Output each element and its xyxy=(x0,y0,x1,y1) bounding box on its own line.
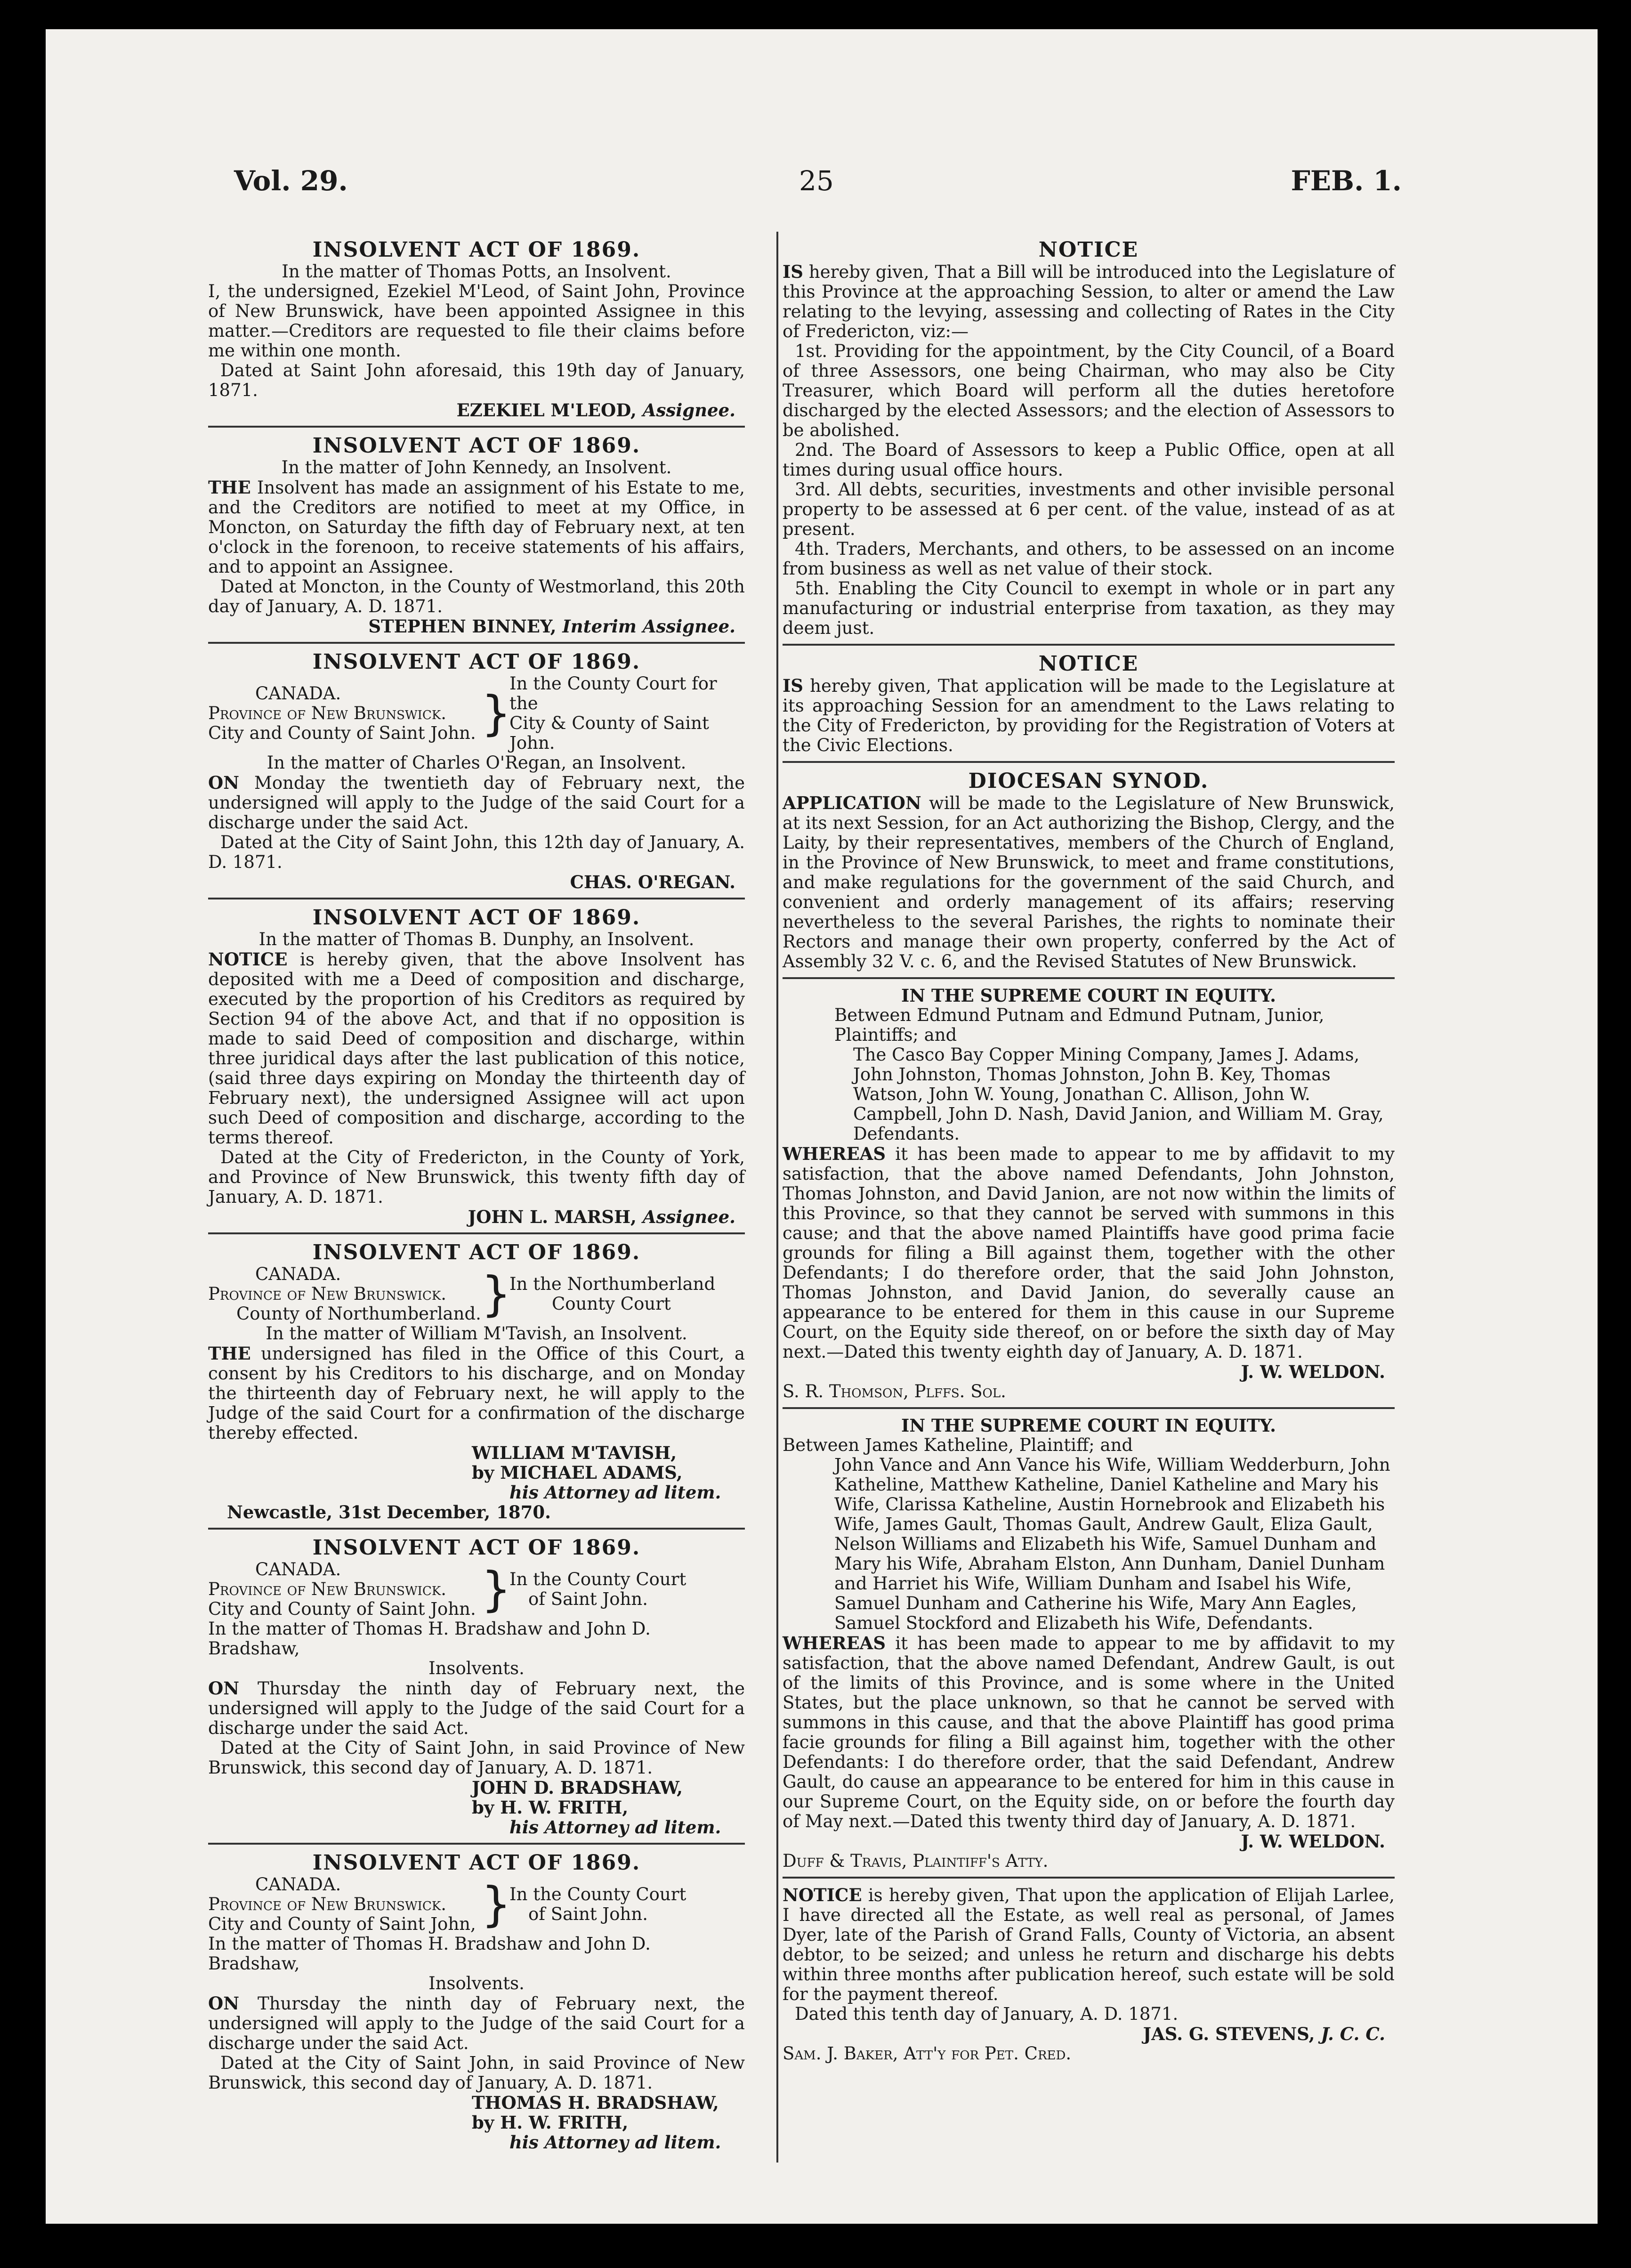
court-name: In the County Court for the xyxy=(509,673,717,713)
column-divider xyxy=(776,232,778,2163)
signature-by: by MICHAEL ADAMS, xyxy=(472,1462,683,1483)
place-date: Newcastle, 31st December, 1870. xyxy=(227,1502,551,1523)
signature-name: WILLIAM M'TAVISH, xyxy=(472,1442,677,1463)
court-name-cont: of Saint John. xyxy=(528,1589,648,1609)
matter-line: In the matter of John Kennedy, an Insolvent. xyxy=(281,457,672,478)
body-text: Thursday the ninth day of February next, the undersigned will apply to the Judge of the said Court for a discharge under the said Act. xyxy=(208,1993,745,2053)
notice-diocesan-synod xyxy=(783,768,1395,979)
page-number: 25 xyxy=(799,165,834,197)
lead-word: ON xyxy=(208,1993,240,2014)
issue-date: FEB. 1. xyxy=(1291,165,1402,197)
matter-line-cont: Insolvents. xyxy=(428,1973,525,1993)
signature-role: Assignee. xyxy=(642,1207,735,1227)
court-caption xyxy=(208,674,745,753)
notice-title: INSOLVENT ACT OF 1869. xyxy=(312,650,641,674)
signature-role: Assignee. xyxy=(642,400,735,421)
notice-body xyxy=(208,1344,745,1443)
defendants-list: John Vance and Ann Vance his Wife, William Wedderburn, John Katheline, Matthew Katheline, Daniel Katheline and Mary his Wife, Clarissa Katheline, Austin Hornebrook and Elizabeth his Wife, James Gault, Thomas Gault, Andrew Gault, Eliza Gault, Nelson Williams and Elizabeth his Wife, Samuel Dunham and Mary his Wife, Abraham Elston, Ann Dunham, Daniel Dunham and Harriet his Wife, William Dunham and Isabel his Wife, Samuel Dunham and Catherine his Wife, Mary Ann Eagles, Samuel Stockford and Elizabeth his Wife, Defendants. xyxy=(834,1455,1390,1633)
dated-line: Dated at the City of Saint John, this 12th day of January, A. D. 1871. xyxy=(208,832,745,872)
body-text: it has been made to appear to me by affidavit to my satisfaction, that the above named Defendant, Andrew Gault, is out of the limits of this Province, and is some where in the United States, but the place unknown, so that he cannot be served with summons in this cause, and that the above Plaintiff has good prima facie grounds for filing a Bill against him, together with the other Defendants: I do therefore order, that the said Defendant, Andrew Gault, do cause an appearance to be entered for him in this cause in our Supreme Court, on the Equity side, on or before the fourth day of May next.—Dated this twenty third day of January, A. D. 1871. xyxy=(783,1633,1395,1831)
canada-label: CANADA. xyxy=(255,1264,341,1284)
notice-body xyxy=(783,793,1395,972)
notice-bradshaw-2 xyxy=(208,1849,745,2158)
court-name-cont: City & County of Saint John. xyxy=(509,713,709,753)
body-text: Insolvent has made an assignment of his Estate to me, and the Creditors are notified to meet at my Office, in Moncton, on Saturday the fifth day of February next, at ten o'clock in the forenoon, to receive statements of his affairs, and to appoint an Assignee. xyxy=(208,478,745,577)
dated-line: Dated at Moncton, in the County of Westmorland, this 20th day of January, A. D. 1871. xyxy=(208,576,745,616)
notice-title: DIOCESAN SYNOD. xyxy=(968,769,1209,793)
signature-name: JOHN D. BRADSHAW, xyxy=(472,1777,683,1798)
lead-word: WHEREAS xyxy=(783,1633,886,1653)
list-item: 3rd. All debts, securities, investments and other invisible personal property to be assessed at 6 per cent. of the value, instead of as at present. xyxy=(783,479,1395,539)
dated-line: Dated at the City of Saint John, in said Province of New Brunswick, this second day of January, A. D. 1871. xyxy=(208,1738,745,1778)
list-item: 5th. Enabling the City Council to exempt in whole or in part any manufacturing or industrial enterprise from taxation, as they may deem just. xyxy=(783,578,1395,638)
notice-body xyxy=(208,773,745,833)
signature xyxy=(783,2024,1395,2044)
notice-oregan xyxy=(208,648,745,899)
court-caption xyxy=(208,1875,745,1934)
notice-title: INSOLVENT ACT OF 1869. xyxy=(312,1536,641,1560)
signature: J. W. WELDON. xyxy=(1241,1361,1385,1382)
between-line: Between Edmund Putnam and Edmund Putnam, Junior, Plaintiffs; and xyxy=(834,1005,1324,1045)
matter-line: In the matter of William M'Tavish, an Insolvent. xyxy=(266,1323,687,1344)
brace-symbol: } xyxy=(481,1562,511,1617)
list-item: 4th. Traders, Merchants, and others, to be assessed on an income from business as well as net value of their stock. xyxy=(783,539,1395,579)
signature-role: his Attorney ad litem. xyxy=(509,1482,721,1503)
brace-symbol: } xyxy=(481,1266,511,1321)
notice-dyer-estate xyxy=(783,1883,1395,2069)
notice-fredericton-rates xyxy=(783,236,1395,646)
signature-block xyxy=(472,1778,745,1837)
court-name: In the County Court xyxy=(509,1884,686,1904)
signature xyxy=(208,400,745,420)
notice-kennedy xyxy=(208,432,745,644)
page-header xyxy=(234,165,1402,221)
matter-line: In the matter of Charles O'Regan, an Insolvent. xyxy=(266,753,686,773)
lead-word: IS xyxy=(783,675,804,696)
notice-body xyxy=(208,949,745,1148)
body-text: is hereby given, That upon the application of Elijah Larlee, I have directed all the Estate, as well real as personal, of James Dyer, late of the Parish of Grand Falls, County of Victoria, an absent debtor, to be seized; and unless he return and discharge his debts within three months after publication hereof, such estate will be sold for the payment thereof. xyxy=(783,1885,1395,2004)
notice-body xyxy=(783,262,1395,341)
province-label: Province of New Brunswick. xyxy=(208,1284,447,1304)
signature-role: Interim Assignee. xyxy=(562,616,735,637)
attorney-line: Sam. J. Baker, Att'y for Pet. Cred. xyxy=(783,2043,1072,2064)
body-text: undersigned has filed in the Office of this Court, a consent by his Creditors to his discharge, and on Monday the thirteenth day of February next, he will apply to the Judge of the said Court for a confirmation of the discharge thereby effected. xyxy=(208,1344,745,1443)
body-text: Monday the twentieth day of February next, the undersigned will apply to the Judge of the said Court for a discharge under the said Act. xyxy=(208,773,745,833)
signature-block xyxy=(472,2093,745,2152)
notice-fredericton-voters xyxy=(783,650,1395,763)
dated-line: Dated this tenth day of January, A. D. 1871. xyxy=(795,2004,1179,2024)
notice-title: NOTICE xyxy=(1038,238,1139,262)
lead-word: NOTICE xyxy=(208,949,288,970)
between-line: Between James Katheline, Plaintiff; and xyxy=(783,1435,1133,1455)
court-name: In the Northumberland xyxy=(509,1274,716,1294)
attorney-line: Duff & Travis, Plaintiff's Atty. xyxy=(783,1851,1049,1871)
signature: J. W. WELDON. xyxy=(1241,1831,1385,1852)
canada-label: CANADA. xyxy=(255,683,341,704)
left-column xyxy=(208,236,745,2163)
lead-word: IS xyxy=(783,261,804,282)
notice-title: INSOLVENT ACT OF 1869. xyxy=(312,1851,641,1875)
signature-block xyxy=(472,1443,745,1502)
notice-equity-katheline xyxy=(783,1414,1395,1879)
court-name-cont: of Saint John. xyxy=(528,1904,648,1924)
notice-body xyxy=(208,478,745,577)
body-text: hereby given, That application will be made to the Legislature at its approaching Session for an amendment to the Laws relating to the City of Fredericton, by providing for the Registration of Voters at the Civic Elections. xyxy=(783,676,1395,755)
dated-line: Dated at the City of Saint John, in said Province of New Brunswick, this second day of January, A. D. 1871. xyxy=(208,2053,745,2093)
lead-word: THE xyxy=(208,1343,251,1364)
matter-line: In the matter of Thomas Potts, an Insolvent. xyxy=(282,261,671,282)
canada-label: CANADA. xyxy=(255,1559,341,1580)
notice-title: INSOLVENT ACT OF 1869. xyxy=(312,238,641,262)
newspaper-page xyxy=(46,29,1598,2224)
defendants-list: The Casco Bay Copper Mining Company, James J. Adams, John Johnston, Thomas Johnston, John B. Key, Thomas Watson, John W. Young, Jonathan C. Allison, John W. Campbell, John D. Nash, David Janion, and William M. Gray, Defendants. xyxy=(853,1045,1384,1144)
lead-word: NOTICE xyxy=(783,1885,862,1905)
notice-equity-putnam xyxy=(783,984,1395,1409)
court-name: In the County Court xyxy=(509,1569,686,1589)
body-text: Thursday the ninth day of February next, the undersigned will apply to the Judge of the said Court for a discharge under the said Act. xyxy=(208,1678,745,1738)
matter-line: In the matter of Thomas H. Bradshaw and John D. Bradshaw, xyxy=(208,1619,651,1659)
signature-name: JOHN L. MARSH, xyxy=(468,1207,637,1227)
list-item: 2nd. The Board of Assessors to keep a Public Office, open at all times during usual office hours. xyxy=(783,440,1395,480)
dated-line: Dated at the City of Fredericton, in the County of York, and Province of New Brunswick, this twenty fifth day of January, A. D. 1871. xyxy=(208,1147,745,1207)
province-label: Province of New Brunswick. xyxy=(208,1894,447,1914)
notice-body xyxy=(783,1144,1395,1362)
body-text: will be made to the Legislature of New Brunswick, at its next Session, for an Act authorizing the Bishop, Clergy, and the Laity, by their representatives, members of the Church of England, in the Province of New Brunswick, to meet and frame constitutions, and make regulations for the government of the said Church, and convenient and orderly management of its affairs; reserving nevertheless to the several Parishes, the rights to nominate their Rectors and manage their own property, conferred by the Act of Assembly 32 V. c. 6, and the Revised Statutes of New Brunswick. xyxy=(783,793,1395,972)
county-label: City and County of Saint John. xyxy=(208,723,476,743)
list-item: 1st. Providing for the appointment, by the City Council, of a Board of three Assessors, one being Chairman, who may also be City Treasurer, which Board will perform all the duties heretofore discharged by the elected Assessors; and the election of Assessors to be abolished. xyxy=(783,341,1395,440)
right-column xyxy=(783,236,1395,2074)
signature-name: JAS. G. STEVENS, xyxy=(1143,2024,1315,2044)
signature-name: STEPHEN BINNEY, xyxy=(368,616,557,637)
brace-symbol: } xyxy=(481,686,511,741)
notice-title: IN THE SUPREME COURT IN EQUITY. xyxy=(901,1415,1276,1436)
lead-word: ON xyxy=(208,772,240,793)
canada-label: CANADA. xyxy=(255,1874,341,1895)
signature-role: J. C. C. xyxy=(1321,2024,1385,2044)
signature: CHAS. O'REGAN. xyxy=(570,872,735,892)
province-label: Province of New Brunswick. xyxy=(208,1579,447,1599)
dated-line: Dated at Saint John aforesaid, this 19th day of January, 1871. xyxy=(208,360,745,400)
county-label: City and County of Saint John. xyxy=(208,1599,476,1619)
notice-body xyxy=(783,676,1395,755)
notice-title: IN THE SUPREME COURT IN EQUITY. xyxy=(901,985,1276,1006)
matter-line-cont: Insolvents. xyxy=(428,1658,525,1678)
body-text: it has been made to appear to me by affidavit to my satisfaction, that the above named Defendants, John Johnston, Thomas Johnston, and David Janion, are not now within the limits of this Province, so that they cannot be served with summons in this cause; and that the above named Plaintiffs have good prima facie grounds for filing a Bill against them, together with the other Defendants; I do therefore order, that the said John Johnston, Thomas Johnston, and David Janion, do severally cause an appearance to be entered for them in this cause in our Supreme Court, on the Equity side thereof, on or before the sixth day of May next.—Dated this twenty eighth day of January, A. D. 1871. xyxy=(783,1144,1395,1362)
signature-by: by H. W. FRITH, xyxy=(472,1797,629,1818)
matter-line: In the matter of Thomas B. Dunphy, an Insolvent. xyxy=(258,929,694,949)
notice-title: INSOLVENT ACT OF 1869. xyxy=(312,906,641,930)
matter-line: In the matter of Thomas H. Bradshaw and John D. Bradshaw, xyxy=(208,1934,651,1974)
lead-word: ON xyxy=(208,1678,240,1699)
notice-title: INSOLVENT ACT OF 1869. xyxy=(312,434,641,458)
county-label: City and County of Saint John, xyxy=(208,1914,476,1934)
signature xyxy=(208,1207,745,1227)
court-name-cont: County Court xyxy=(552,1294,671,1314)
volume-label: Vol. 29. xyxy=(234,165,348,197)
notice-body xyxy=(783,1885,1395,2004)
notice-body xyxy=(783,1633,1395,1831)
court-caption xyxy=(208,1560,745,1619)
signature-role: his Attorney ad litem. xyxy=(509,1817,721,1838)
solicitor-line: S. R. Thomson, Plffs. Sol. xyxy=(783,1381,1006,1401)
lead-word: APPLICATION xyxy=(783,793,921,813)
notice-body xyxy=(208,1993,745,2053)
notice-bradshaw-1 xyxy=(208,1534,745,1845)
notice-body xyxy=(208,1678,745,1738)
notice-title: INSOLVENT ACT OF 1869. xyxy=(312,1240,641,1264)
signature xyxy=(208,616,745,636)
lead-word: THE xyxy=(208,477,251,498)
notice-mtavish xyxy=(208,1239,745,1530)
brace-symbol: } xyxy=(481,1877,511,1932)
lead-word: WHEREAS xyxy=(783,1143,886,1164)
signature-role: his Attorney ad litem. xyxy=(509,2132,721,2153)
signature-name: EZEKIEL M'LEOD, xyxy=(456,400,637,421)
notice-dunphy xyxy=(208,904,745,1234)
province-label: Province of New Brunswick. xyxy=(208,703,447,723)
signature-by: by H. W. FRITH, xyxy=(472,2112,629,2133)
body-text: hereby given, That a Bill will be introduced into the Legislature of this Province at the approaching Session, to alter or amend the Law relating to the levying, assessing and collecting of Rates in the City of Fredericton, viz:— xyxy=(783,262,1395,341)
body-text: is hereby given, that the above Insolvent has deposited with me a Deed of composition and discharge, executed by the proportion of his Creditors as required by Section 94 of the above Act, and that if no opposition is made to said Deed of composition and discharge, within three juridical days after the last publication of this notice, (said three days expiring on Monday the thirteenth day of February next), the undersigned Assignee will act upon such Deed of composition and discharge, according to the terms thereof. xyxy=(208,949,745,1148)
notice-title: NOTICE xyxy=(1038,652,1139,676)
court-caption xyxy=(208,1264,745,1324)
notice-potts xyxy=(208,236,745,428)
county-label: County of Northumberland. xyxy=(236,1304,481,1324)
notice-body: I, the undersigned, Ezekiel M'Leod, of Saint John, Province of New Brunswick, have been appointed Assignee in this matter.—Creditors are requested to file their claims before me within one month. xyxy=(208,281,745,361)
signature-name: THOMAS H. BRADSHAW, xyxy=(472,2092,719,2113)
